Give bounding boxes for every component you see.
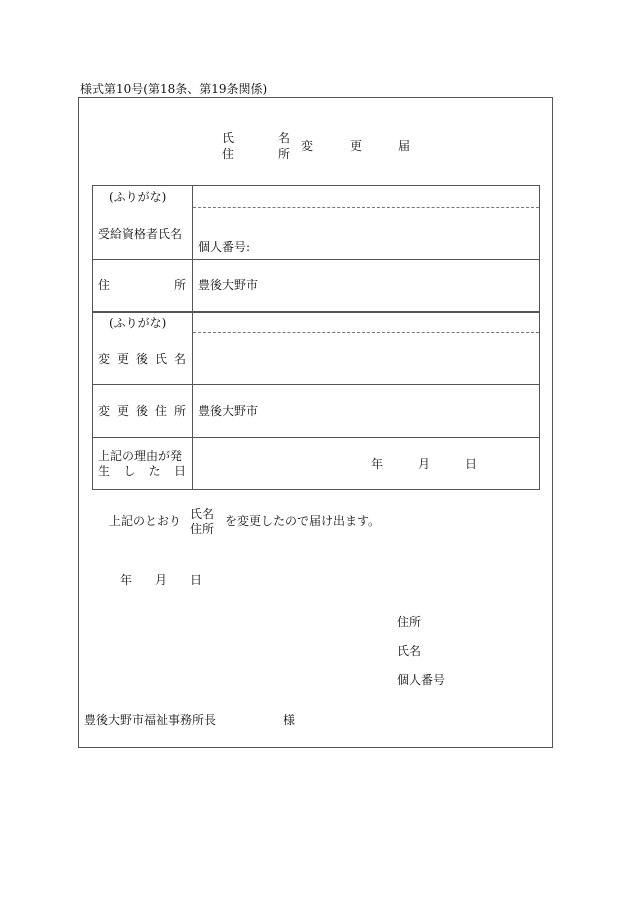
address-value[interactable]: 豊後大野市 xyxy=(198,278,259,292)
title-char: 更 xyxy=(350,139,363,153)
new-address-value[interactable]: 豊後大野市 xyxy=(198,404,259,418)
statement-suffix: を変更したので届け出ます。 xyxy=(225,514,381,528)
title-char: 変 xyxy=(301,139,314,153)
row-divider xyxy=(93,437,539,438)
furigana-label: (ふりがな) xyxy=(109,190,167,204)
submit-month: 月 xyxy=(155,573,168,587)
title-char: 届 xyxy=(398,139,411,153)
row-divider xyxy=(93,259,539,260)
recipient-name-label: 受給資格者氏名 xyxy=(98,227,183,241)
statement-stack-bottom: 住所 xyxy=(190,522,215,536)
addressee-honorific: 様 xyxy=(283,713,296,727)
recipient-name-field[interactable] xyxy=(192,209,538,231)
reason-date-day: 日 xyxy=(465,457,478,471)
furigana-field[interactable] xyxy=(192,188,538,204)
statement-stack-top: 氏名 xyxy=(190,507,215,521)
form-number-label: 様式第10号(第18条、第19条関係) xyxy=(80,82,268,96)
title-char: 名 xyxy=(278,131,291,145)
applicant-my-number-label: 個人番号 xyxy=(397,673,446,687)
row-divider xyxy=(93,384,539,385)
address-label: 住 所 xyxy=(98,278,186,292)
reason-date-year: 年 xyxy=(371,457,384,471)
applicant-address-label: 住所 xyxy=(397,615,422,629)
applicant-name-label: 氏名 xyxy=(397,644,422,658)
title-char: 氏 xyxy=(222,131,235,145)
title-char: 住 xyxy=(222,147,235,161)
furigana-divider xyxy=(193,207,539,208)
new-furigana-field[interactable] xyxy=(192,314,538,330)
reason-date-label-line1: 上記の理由が発 xyxy=(98,449,183,463)
title-char: 所 xyxy=(278,147,291,161)
new-name-field[interactable] xyxy=(192,334,538,382)
addressee-office: 豊後大野市福祉事務所長 xyxy=(84,713,217,727)
furigana-divider xyxy=(193,332,539,333)
furigana-label-2: (ふりがな) xyxy=(109,316,167,330)
new-address-label: 変 更 後 住 所 xyxy=(98,404,186,418)
statement-prefix: 上記のとおり xyxy=(109,514,182,528)
new-name-label: 変 更 後 氏 名 xyxy=(98,352,186,366)
submit-year: 年 xyxy=(120,573,133,587)
submit-day: 日 xyxy=(190,573,203,587)
row-divider xyxy=(93,311,539,313)
reason-date-label-line2: 生 し た 日 xyxy=(98,464,186,478)
my-number-label: 個人番号: xyxy=(198,240,251,254)
reason-date-month: 月 xyxy=(418,457,431,471)
